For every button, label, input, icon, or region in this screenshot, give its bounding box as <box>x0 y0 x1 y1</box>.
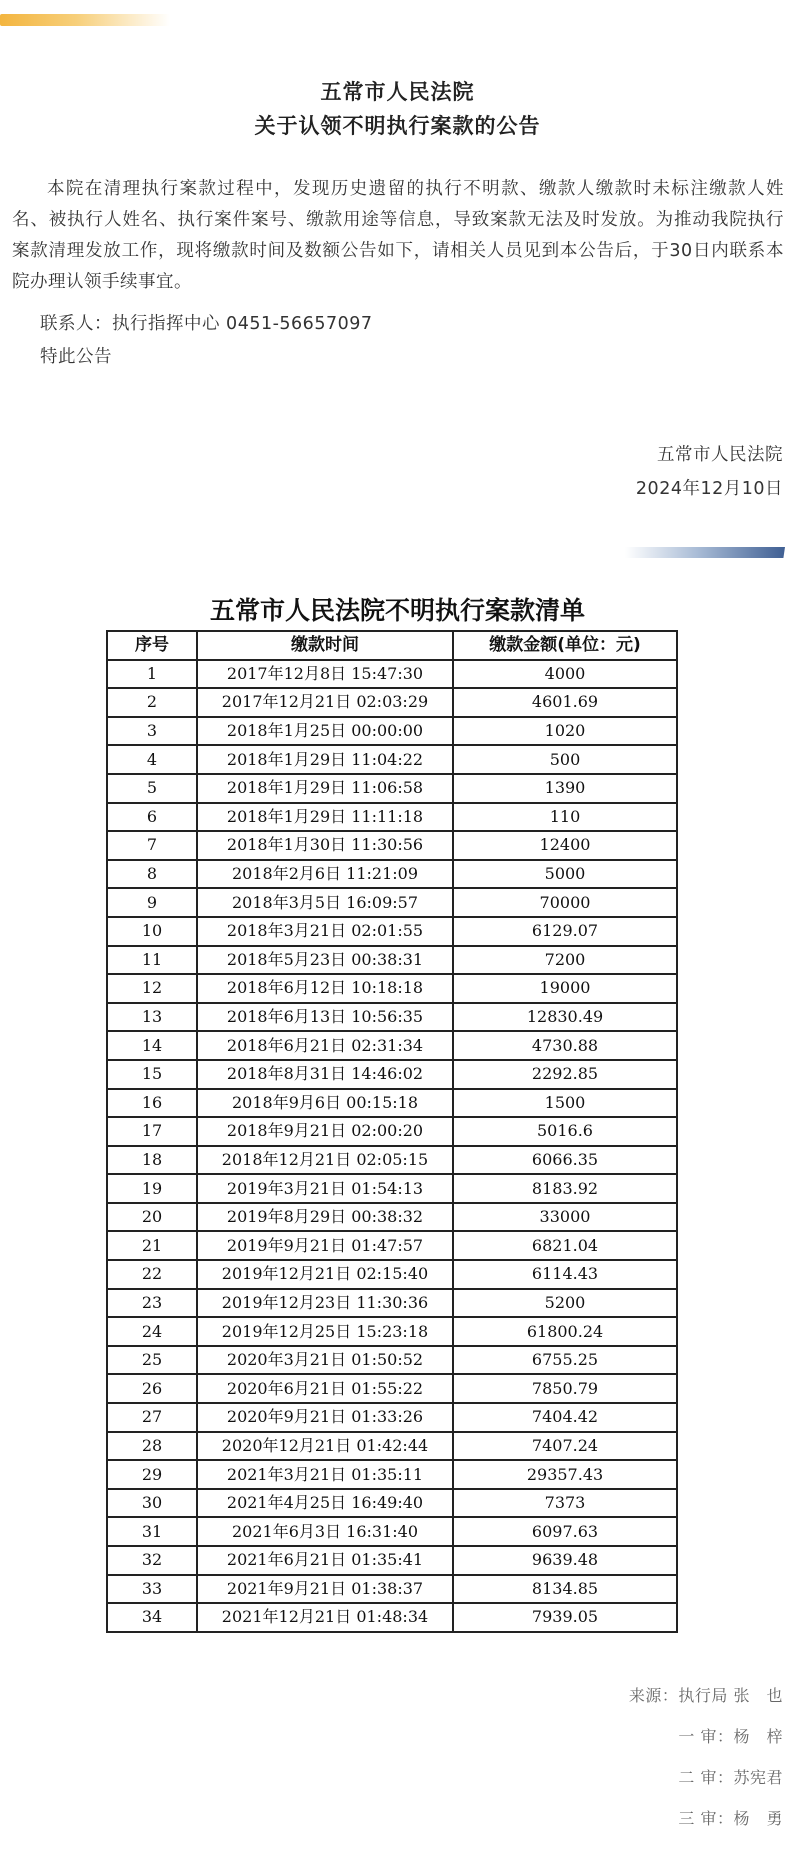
row-index: 6 <box>107 803 197 832</box>
row-time: 2019年12月21日 02:15:40 <box>197 1260 453 1289</box>
row-time: 2018年1月30日 11:30:56 <box>197 831 453 860</box>
table-row <box>107 1546 677 1575</box>
header-time: 缴款时间 <box>197 631 453 660</box>
table-row <box>107 1517 677 1546</box>
row-index: 33 <box>107 1575 197 1604</box>
row-index: 26 <box>107 1374 197 1403</box>
table-row <box>107 1117 677 1146</box>
row-index: 22 <box>107 1260 197 1289</box>
table-row <box>107 774 677 803</box>
table-row <box>107 946 677 975</box>
row-amount: 8183.92 <box>453 1174 677 1203</box>
row-time: 2021年6月3日 16:31:40 <box>197 1517 453 1546</box>
row-time: 2018年1月29日 11:06:58 <box>197 774 453 803</box>
table-row <box>107 660 677 689</box>
row-time: 2020年3月21日 01:50:52 <box>197 1346 453 1375</box>
row-time: 2018年3月5日 16:09:57 <box>197 888 453 917</box>
row-time: 2018年12月21日 02:05:15 <box>197 1146 453 1175</box>
row-index: 17 <box>107 1117 197 1146</box>
header-index: 序号 <box>107 631 197 660</box>
table-row <box>107 1374 677 1403</box>
row-amount: 61800.24 <box>453 1317 677 1346</box>
row-amount: 6821.04 <box>453 1231 677 1260</box>
row-index: 18 <box>107 1146 197 1175</box>
court-name-title: 五常市人民法院 <box>320 80 475 104</box>
table-row <box>107 1031 677 1060</box>
row-time: 2018年1月25日 00:00:00 <box>197 717 453 746</box>
row-index: 15 <box>107 1060 197 1089</box>
table-row <box>107 1317 677 1346</box>
row-amount: 6755.25 <box>453 1346 677 1375</box>
table-row <box>107 831 677 860</box>
table-row <box>107 1260 677 1289</box>
row-time: 2018年9月6日 00:15:18 <box>197 1089 453 1118</box>
row-amount: 1020 <box>453 717 677 746</box>
row-index: 25 <box>107 1346 197 1375</box>
row-time: 2021年6月21日 01:35:41 <box>197 1546 453 1575</box>
row-amount: 29357.43 <box>453 1460 677 1489</box>
table-row <box>107 717 677 746</box>
row-time: 2018年1月29日 11:04:22 <box>197 745 453 774</box>
top-accent-stripe <box>0 14 170 26</box>
row-time: 2019年3月21日 01:54:13 <box>197 1174 453 1203</box>
row-index: 16 <box>107 1089 197 1118</box>
row-index: 7 <box>107 831 197 860</box>
table-header-row <box>107 631 677 660</box>
row-time: 2019年8月29日 00:38:32 <box>197 1203 453 1232</box>
row-amount: 7939.05 <box>453 1603 677 1632</box>
credit-review-1: 一 审：杨 梓 <box>678 1727 783 1746</box>
table-row <box>107 917 677 946</box>
row-index: 10 <box>107 917 197 946</box>
row-amount: 4730.88 <box>453 1031 677 1060</box>
row-amount: 2292.85 <box>453 1060 677 1089</box>
table-row <box>107 888 677 917</box>
table-row <box>107 745 677 774</box>
table-row <box>107 1231 677 1260</box>
row-time: 2020年6月21日 01:55:22 <box>197 1374 453 1403</box>
row-amount: 110 <box>453 803 677 832</box>
announcement-body: 本院在清理执行案款过程中，发现历史遗留的执行不明款、缴款人缴款时未标注缴款人姓名、被执行人姓名、执行案件案号、缴款用途等信息，导致案款无法及时发放。为推动我院执行案款清理发放工作，现将缴款时间及数额公告如下，请相关人员见到本公告后，于30日内联系本院办理认领手续事宜。 <box>12 179 784 292</box>
header-amount: 缴款金额(单位：元) <box>453 631 677 660</box>
row-amount: 7200 <box>453 946 677 975</box>
table-row <box>107 1060 677 1089</box>
row-time: 2021年4月25日 16:49:40 <box>197 1489 453 1518</box>
row-amount: 7407.24 <box>453 1432 677 1461</box>
row-index: 2 <box>107 688 197 717</box>
signature-date: 2024年12月10日 <box>635 479 783 499</box>
table-row <box>107 1403 677 1432</box>
row-time: 2017年12月8日 15:47:30 <box>197 660 453 689</box>
row-amount: 7373 <box>453 1489 677 1518</box>
table-row <box>107 1489 677 1518</box>
row-time: 2018年9月21日 02:00:20 <box>197 1117 453 1146</box>
row-index: 21 <box>107 1231 197 1260</box>
notice-line: 特此公告 <box>40 347 112 367</box>
row-time: 2021年3月21日 01:35:11 <box>197 1460 453 1489</box>
table-row <box>107 688 677 717</box>
table-row <box>107 860 677 889</box>
row-time: 2018年6月21日 02:31:34 <box>197 1031 453 1060</box>
table-row <box>107 803 677 832</box>
table-row <box>107 974 677 1003</box>
credit-source: 来源：执行局 张 也 <box>628 1686 783 1705</box>
row-time: 2019年9月21日 01:47:57 <box>197 1231 453 1260</box>
signature-org: 五常市人民法院 <box>657 445 783 465</box>
row-time: 2018年6月12日 10:18:18 <box>197 974 453 1003</box>
row-time: 2020年9月21日 01:33:26 <box>197 1403 453 1432</box>
row-amount: 500 <box>453 745 677 774</box>
table-row <box>107 1203 677 1232</box>
row-amount: 19000 <box>453 974 677 1003</box>
row-index: 14 <box>107 1031 197 1060</box>
row-index: 1 <box>107 660 197 689</box>
row-amount: 7404.42 <box>453 1403 677 1432</box>
row-index: 8 <box>107 860 197 889</box>
row-index: 24 <box>107 1317 197 1346</box>
table-row <box>107 1289 677 1318</box>
row-time: 2019年12月25日 15:23:18 <box>197 1317 453 1346</box>
row-time: 2021年12月21日 01:48:34 <box>197 1603 453 1632</box>
row-index: 5 <box>107 774 197 803</box>
row-index: 9 <box>107 888 197 917</box>
row-index: 20 <box>107 1203 197 1232</box>
row-time: 2018年5月23日 00:38:31 <box>197 946 453 975</box>
row-index: 29 <box>107 1460 197 1489</box>
row-index: 4 <box>107 745 197 774</box>
table-row <box>107 1575 677 1604</box>
row-amount: 1500 <box>453 1089 677 1118</box>
table-row <box>107 1174 677 1203</box>
row-index: 28 <box>107 1432 197 1461</box>
table-row <box>107 1603 677 1632</box>
credit-review-2: 二 审：苏宪君 <box>678 1768 783 1787</box>
table-row <box>107 1089 677 1118</box>
row-amount: 5200 <box>453 1289 677 1318</box>
table-row <box>107 1460 677 1489</box>
credit-review-3: 三 审：杨 勇 <box>678 1809 783 1828</box>
row-amount: 6129.07 <box>453 917 677 946</box>
row-index: 27 <box>107 1403 197 1432</box>
contact-line: 联系人：执行指挥中心 0451-56657097 <box>40 314 373 334</box>
row-amount: 12400 <box>453 831 677 860</box>
row-index: 23 <box>107 1289 197 1318</box>
row-amount: 8134.85 <box>453 1575 677 1604</box>
row-time: 2018年6月13日 10:56:35 <box>197 1003 453 1032</box>
row-time: 2020年12月21日 01:42:44 <box>197 1432 453 1461</box>
row-amount: 1390 <box>453 774 677 803</box>
row-index: 30 <box>107 1489 197 1518</box>
row-time: 2018年1月29日 11:11:18 <box>197 803 453 832</box>
row-amount: 70000 <box>453 888 677 917</box>
row-amount: 12830.49 <box>453 1003 677 1032</box>
row-amount: 5016.6 <box>453 1117 677 1146</box>
row-amount: 6066.35 <box>453 1146 677 1175</box>
row-time: 2017年12月21日 02:03:29 <box>197 688 453 717</box>
row-amount: 6114.43 <box>453 1260 677 1289</box>
row-amount: 9639.48 <box>453 1546 677 1575</box>
row-index: 34 <box>107 1603 197 1632</box>
row-index: 19 <box>107 1174 197 1203</box>
row-amount: 4601.69 <box>453 688 677 717</box>
row-index: 13 <box>107 1003 197 1032</box>
row-amount: 33000 <box>453 1203 677 1232</box>
row-index: 31 <box>107 1517 197 1546</box>
table-row <box>107 1003 677 1032</box>
row-amount: 6097.63 <box>453 1517 677 1546</box>
row-amount: 7850.79 <box>453 1374 677 1403</box>
row-index: 32 <box>107 1546 197 1575</box>
announcement-title: 关于认领不明执行案款的公告 <box>254 114 541 138</box>
row-time: 2018年2月6日 11:21:09 <box>197 860 453 889</box>
row-amount: 5000 <box>453 860 677 889</box>
row-index: 11 <box>107 946 197 975</box>
row-time: 2018年3月21日 02:01:55 <box>197 917 453 946</box>
row-index: 12 <box>107 974 197 1003</box>
table-row <box>107 1432 677 1461</box>
table-row <box>107 1146 677 1175</box>
row-amount: 4000 <box>453 660 677 689</box>
row-time: 2018年8月31日 14:46:02 <box>197 1060 453 1089</box>
row-time: 2019年12月23日 11:30:36 <box>197 1289 453 1318</box>
table-row <box>107 1346 677 1375</box>
list-title: 五常市人民法院不明执行案款清单 <box>209 596 585 625</box>
section-divider-stripe <box>625 547 785 558</box>
funds-table <box>106 630 678 1633</box>
row-time: 2021年9月21日 01:38:37 <box>197 1575 453 1604</box>
row-index: 3 <box>107 717 197 746</box>
